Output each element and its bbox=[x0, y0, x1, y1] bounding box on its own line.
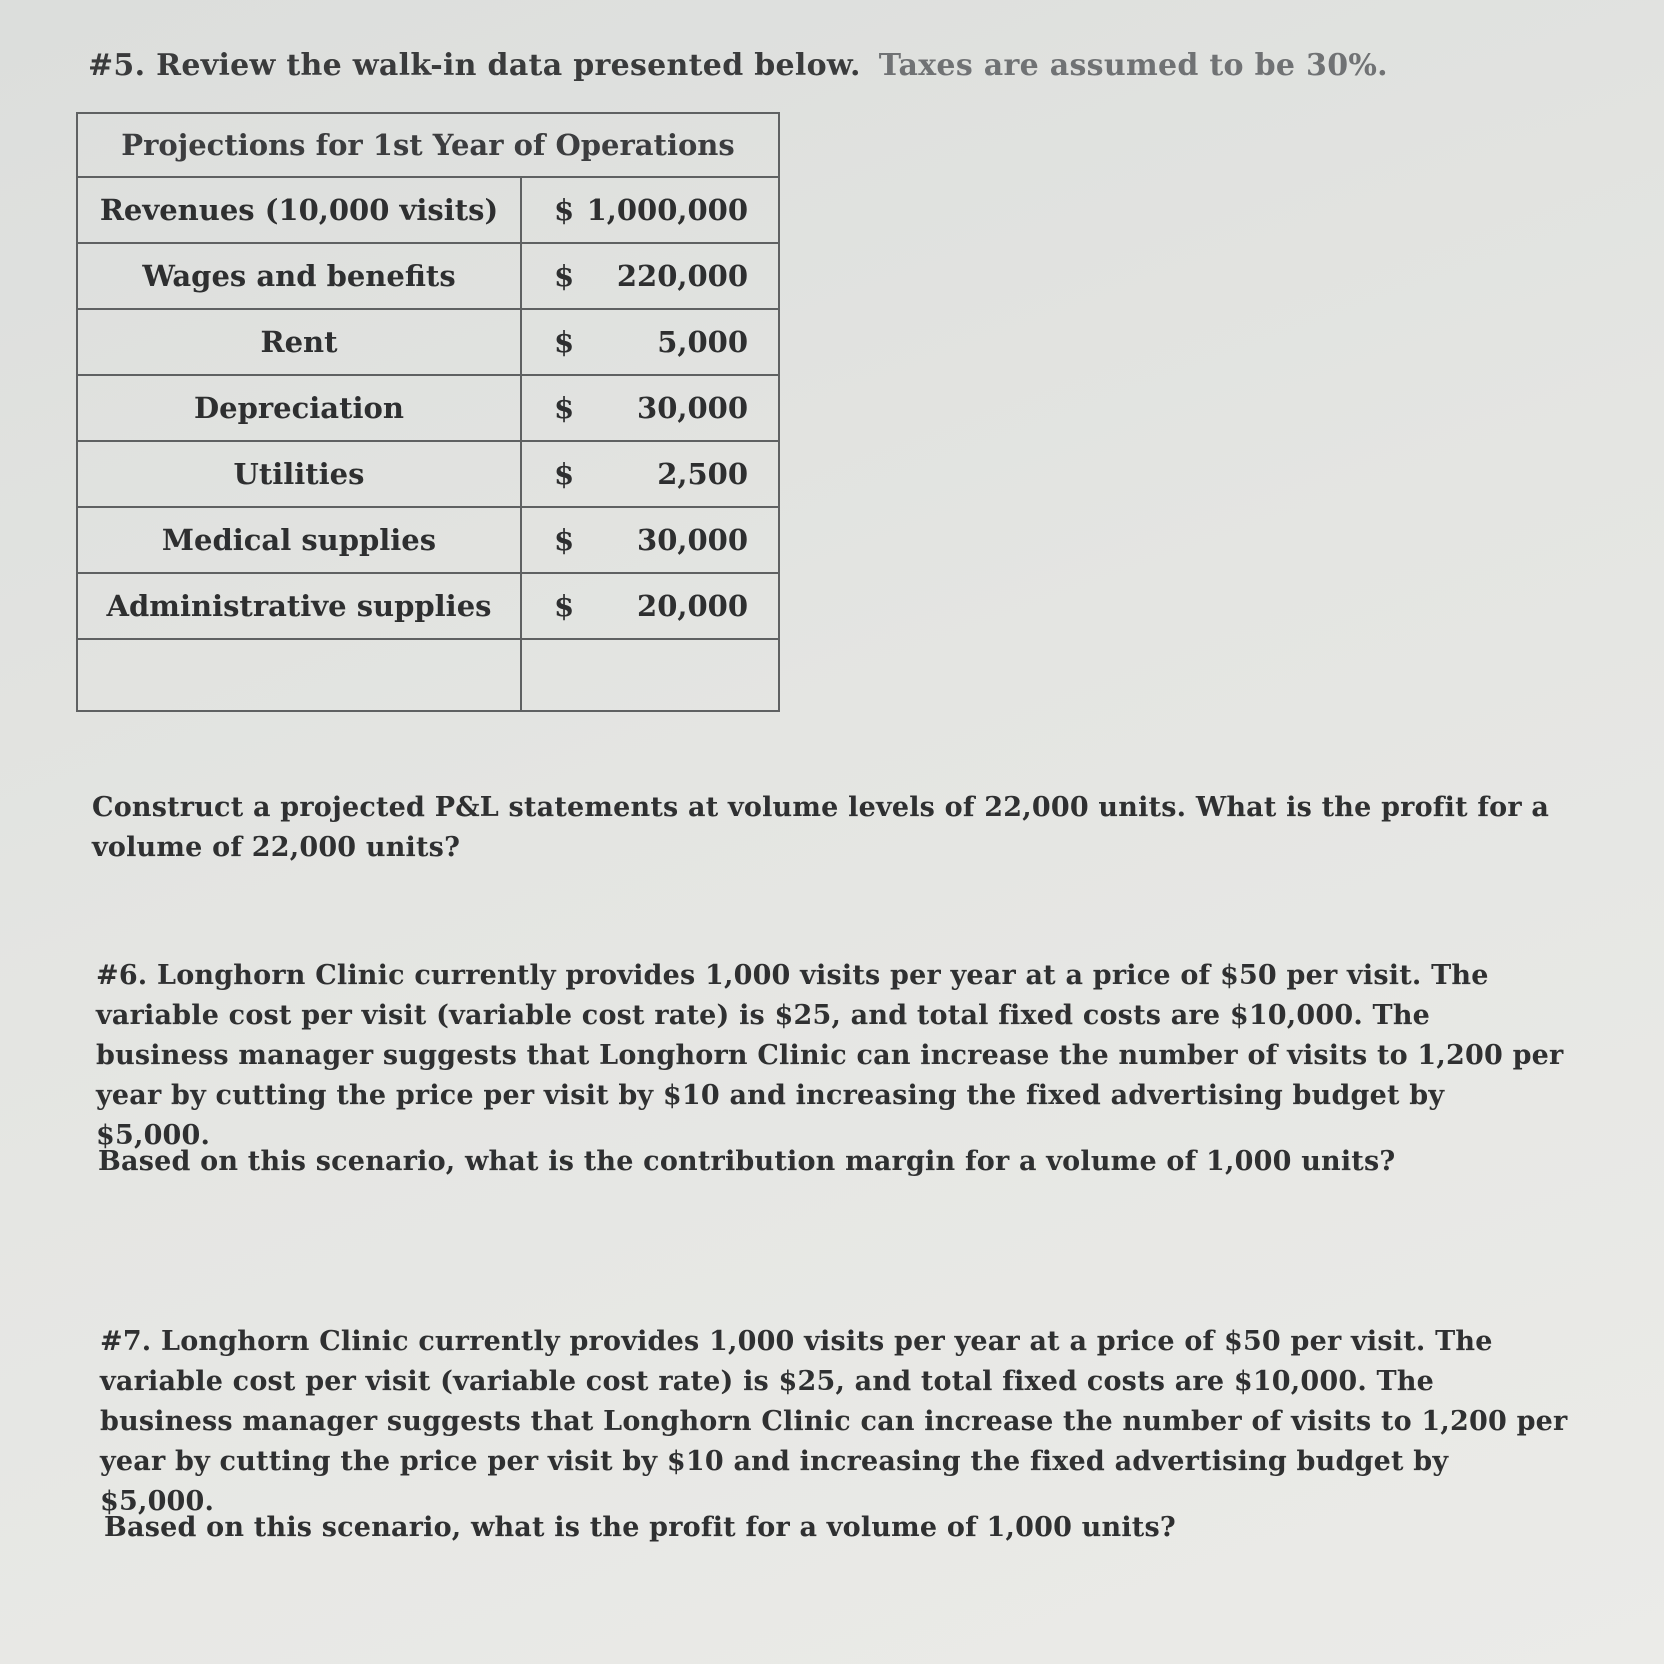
row-label: Administrative supplies bbox=[77, 573, 521, 639]
row-amount-cell bbox=[521, 375, 779, 441]
row-amount-cell bbox=[521, 507, 779, 573]
empty-cell bbox=[77, 639, 521, 711]
row-amount: 30,000 bbox=[637, 391, 749, 425]
table-row bbox=[77, 441, 779, 507]
row-label: Depreciation bbox=[77, 375, 521, 441]
row-amount-cell bbox=[521, 243, 779, 309]
row-amount: 2,500 bbox=[657, 457, 749, 491]
table-row bbox=[77, 243, 779, 309]
row-amount-cell bbox=[521, 441, 779, 507]
row-label: Utilities bbox=[77, 441, 521, 507]
table-row bbox=[77, 573, 779, 639]
question-7-scenario: #7. Longhorn Clinic currently provides 1,000 visits per year at a price of $50 per visit. The variable cost per visit (variable cost rate) is $25, and total fixed costs are $10,000. The business manager suggests that Longhorn Clinic can increase the number of visits to 1,200 per year by cutting the price per visit by $10 and increasing the fixed advertising budget by $5,000. bbox=[100, 1326, 1568, 1517]
table-row bbox=[77, 177, 779, 243]
row-label: Wages and benefits bbox=[77, 243, 521, 309]
currency-symbol: $ bbox=[554, 259, 575, 293]
tax-note: Taxes are assumed to be 30%. bbox=[878, 48, 1388, 83]
row-amount: 220,000 bbox=[616, 259, 749, 293]
question-7-prompt: Based on this scenario, what is the profit for a volume of 1,000 units? bbox=[104, 1512, 1176, 1543]
row-amount-cell bbox=[521, 177, 779, 243]
projections-table bbox=[76, 112, 780, 712]
question-5-heading bbox=[88, 48, 1388, 83]
row-label: Rent bbox=[77, 309, 521, 375]
currency-symbol: $ bbox=[554, 589, 575, 623]
row-label: Revenues (10,000 visits) bbox=[77, 177, 521, 243]
currency-symbol: $ bbox=[554, 523, 575, 557]
row-amount-cell bbox=[521, 573, 779, 639]
row-amount: 1,000,000 bbox=[586, 193, 749, 227]
currency-symbol: $ bbox=[554, 457, 575, 491]
question-6-prompt: Based on this scenario, what is the contribution margin for a volume of 1,000 units? bbox=[98, 1146, 1396, 1177]
currency-symbol: $ bbox=[554, 193, 575, 227]
table-row bbox=[77, 507, 779, 573]
empty-cell bbox=[521, 639, 779, 711]
row-amount: 5,000 bbox=[657, 325, 749, 359]
question-6-scenario: #6. Longhorn Clinic currently provides 1,000 visits per year at a price of $50 per visit. The variable cost per visit (variable cost rate) is $25, and total fixed costs are $10,000. The business manager suggests that Longhorn Clinic can increase the number of visits to 1,200 per year by cutting the price per visit by $10 and increasing the fixed advertising budget by $5,000. bbox=[96, 960, 1564, 1151]
row-label: Medical supplies bbox=[77, 507, 521, 573]
empty-table-row bbox=[77, 639, 779, 711]
currency-symbol: $ bbox=[554, 391, 575, 425]
currency-symbol: $ bbox=[554, 325, 575, 359]
table-title: Projections for 1st Year of Operations bbox=[77, 113, 779, 177]
table-row bbox=[77, 375, 779, 441]
table-title-row bbox=[77, 113, 779, 177]
row-amount: 20,000 bbox=[637, 589, 749, 623]
table-row bbox=[77, 309, 779, 375]
question-5-intro: #5. Review the walk-in data presented below. bbox=[88, 48, 861, 83]
question-5-prompt: Construct a projected P&L statements at volume levels of 22,000 units. What is the profit for a volume of 22,000 units? bbox=[92, 792, 1550, 863]
row-amount: 30,000 bbox=[637, 523, 749, 557]
row-amount-cell bbox=[521, 309, 779, 375]
